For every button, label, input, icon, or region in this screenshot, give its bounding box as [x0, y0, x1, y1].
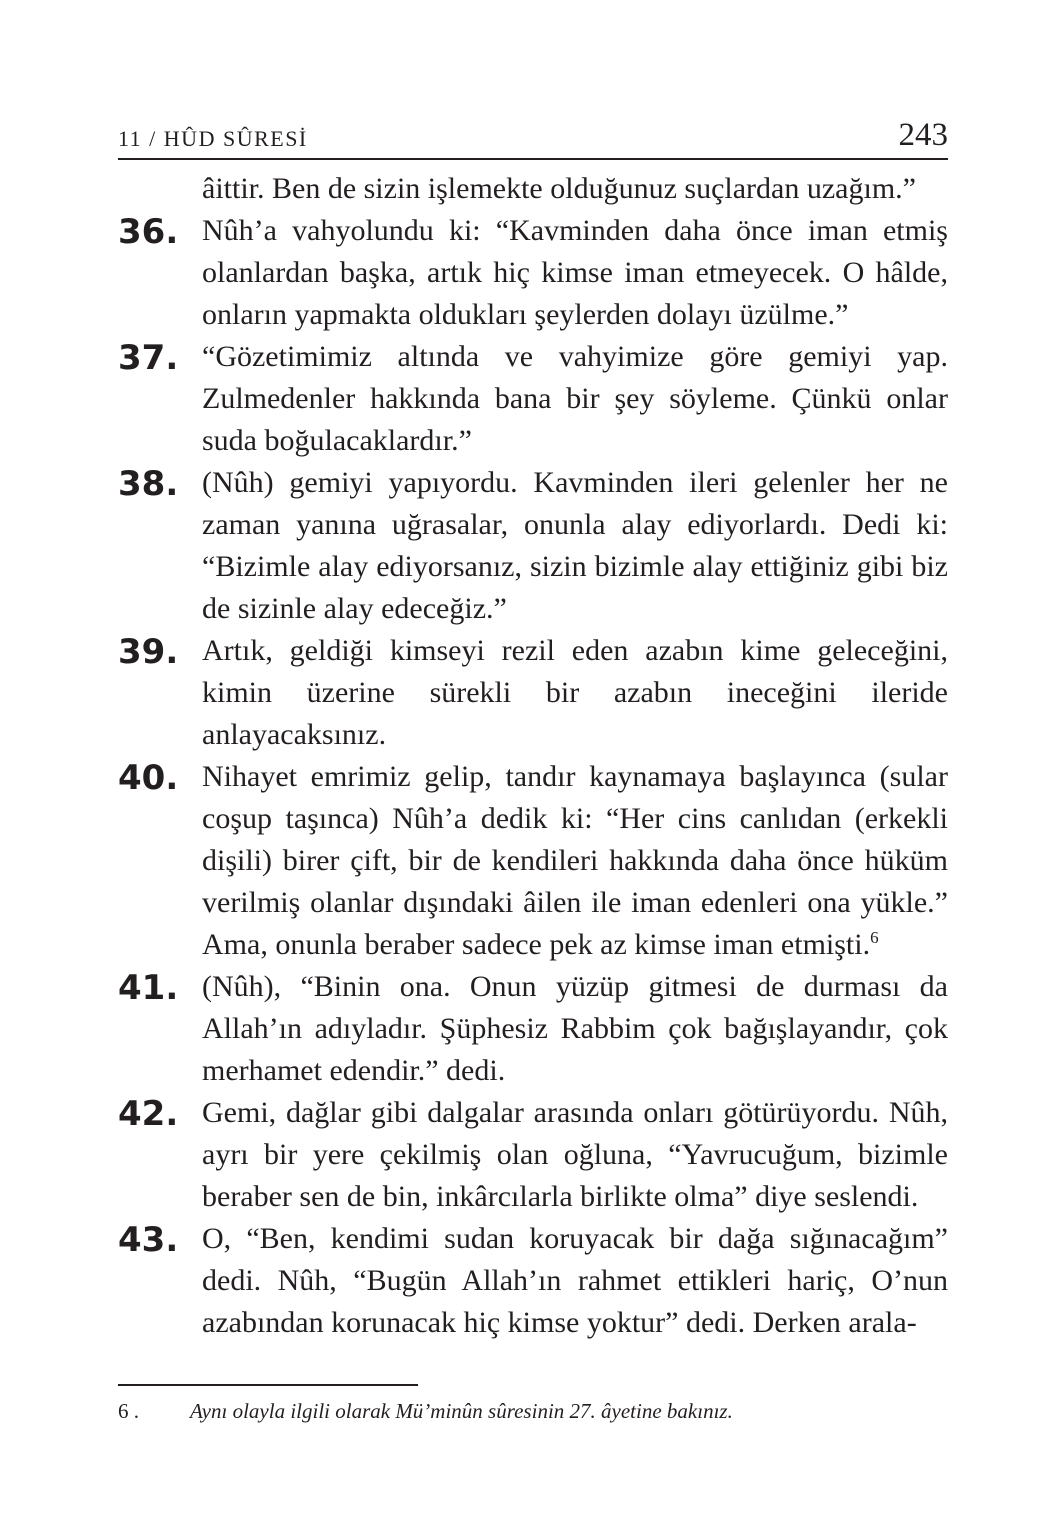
verse-number-dot: . [165, 212, 179, 252]
verse-number [118, 462, 178, 506]
verse-39 [118, 630, 948, 756]
verse-number-value: 37 [118, 338, 166, 378]
verse-number-dot: . [165, 758, 179, 798]
verse-number [118, 210, 178, 254]
page-header [118, 112, 948, 160]
footnote-text: Aynı olayla ilgili olarak Mü’minûn sûresinin 27. âyetine bakınız. [190, 1399, 733, 1423]
footnote-number: 6 . [118, 1399, 139, 1423]
verse-text: Artık, geldiği kimseyi rezil eden azabın kime geleceğini, kimin üzerine sürekli bir azabın ineceğini ileride anlayacaksınız. [202, 634, 948, 751]
page-number: 243 [898, 117, 948, 153]
verse-number-value: 38 [118, 464, 166, 504]
running-title: 11 / HÛD SÛRESİ [118, 126, 308, 151]
verse-number [118, 966, 178, 1010]
verse-text: “Gözetimimiz altında ve vahyimize göre gemiyi yap. Zulmedenler hakkında bana bir şey söyleme. Çünkü onlar suda boğulacaklardır.” [202, 340, 948, 457]
verse-number-value: 43 [118, 1220, 166, 1260]
continuation-paragraph [118, 168, 948, 210]
verse-38 [118, 462, 948, 630]
verse-number [118, 630, 178, 674]
verse-number-dot: . [165, 968, 179, 1008]
verse-40 [118, 756, 948, 966]
verse-number-dot: . [165, 1220, 179, 1260]
footnote-reference[interactable]: 6 [870, 928, 879, 947]
footnote-divider [118, 1384, 418, 1386]
verse-number-value: 42 [118, 1094, 166, 1134]
verse-text: O, “Ben, kendimi sudan koruyacak bir dağa sığınacağım” dedi. Nûh, “Bugün Allah’ın rahmet ettikleri hariç, O’nun azabından korunacak hiç kimse yoktur” dedi. Derken arala- [202, 1222, 948, 1339]
verse-number-value: 39 [118, 632, 166, 672]
verse-number [118, 756, 178, 800]
verse-number-value: 41 [118, 968, 166, 1008]
verse-number-value: 40 [118, 758, 166, 798]
verse-42 [118, 1092, 948, 1218]
verse-number-value: 36 [118, 212, 166, 252]
verse-number-dot: . [165, 464, 179, 504]
verse-number [118, 336, 178, 380]
verse-37 [118, 336, 948, 462]
continuation-text: âittir. Ben de sizin işlemekte olduğunuz suçlardan uzağım.” [202, 172, 916, 205]
verse-text: (Nûh), “Binin ona. Onun yüzüp gitmesi de durması da Allah’ın adıyladır. Şüphesiz Rabbim çok bağışlayandır, çok merhamet edendir.” dedi. [202, 970, 948, 1087]
verse-number-dot: . [165, 632, 179, 672]
verse-number-dot: . [165, 1094, 179, 1134]
verse-41 [118, 966, 948, 1092]
verse-text: Nûh’a vahyolundu ki: “Kavminden daha önce iman etmiş olanlardan başka, artık hiç kimse iman etmeyecek. O hâlde, onların yapmakta oldukları şeylerden dolayı üzülme.” [202, 214, 948, 331]
verse-43 [118, 1218, 948, 1344]
verse-text: Nihayet emrimiz gelip, tandır kaynamaya başlayınca (sular coşup taşınca) Nûh’a dedik ki: “Her cins canlıdan (erkekli dişili) birer çift, bir de kendileri hakkında daha önce hüküm verilmiş olanlar dışındaki âilen ile iman edenleri ona yükle.” Ama, onunla beraber sadece pek az kimse iman etmişti. [202, 760, 948, 961]
page-body [118, 168, 948, 1344]
footnote [118, 1396, 948, 1426]
verse-text: (Nûh) gemiyi yapıyordu. Kavminden ileri gelenler her ne zaman yanına uğrasalar, onunla alay ediyorlardı. Dedi ki: “Bizimle alay ediyorsanız, sizin bizimle alay ettiğiniz gibi biz de sizinle alay edeceğiz.” [202, 466, 948, 625]
verse-number-dot: . [165, 338, 179, 378]
verse-36 [118, 210, 948, 336]
verse-number [118, 1218, 178, 1262]
verse-number [118, 1092, 178, 1136]
verse-text: Gemi, dağlar gibi dalgalar arasında onları götürüyordu. Nûh, ayrı bir yere çekilmiş olan oğluna, “Yavrucuğum, bizimle beraber sen de bin, inkârcılarla birlikte olma” diye seslendi. [202, 1096, 948, 1213]
